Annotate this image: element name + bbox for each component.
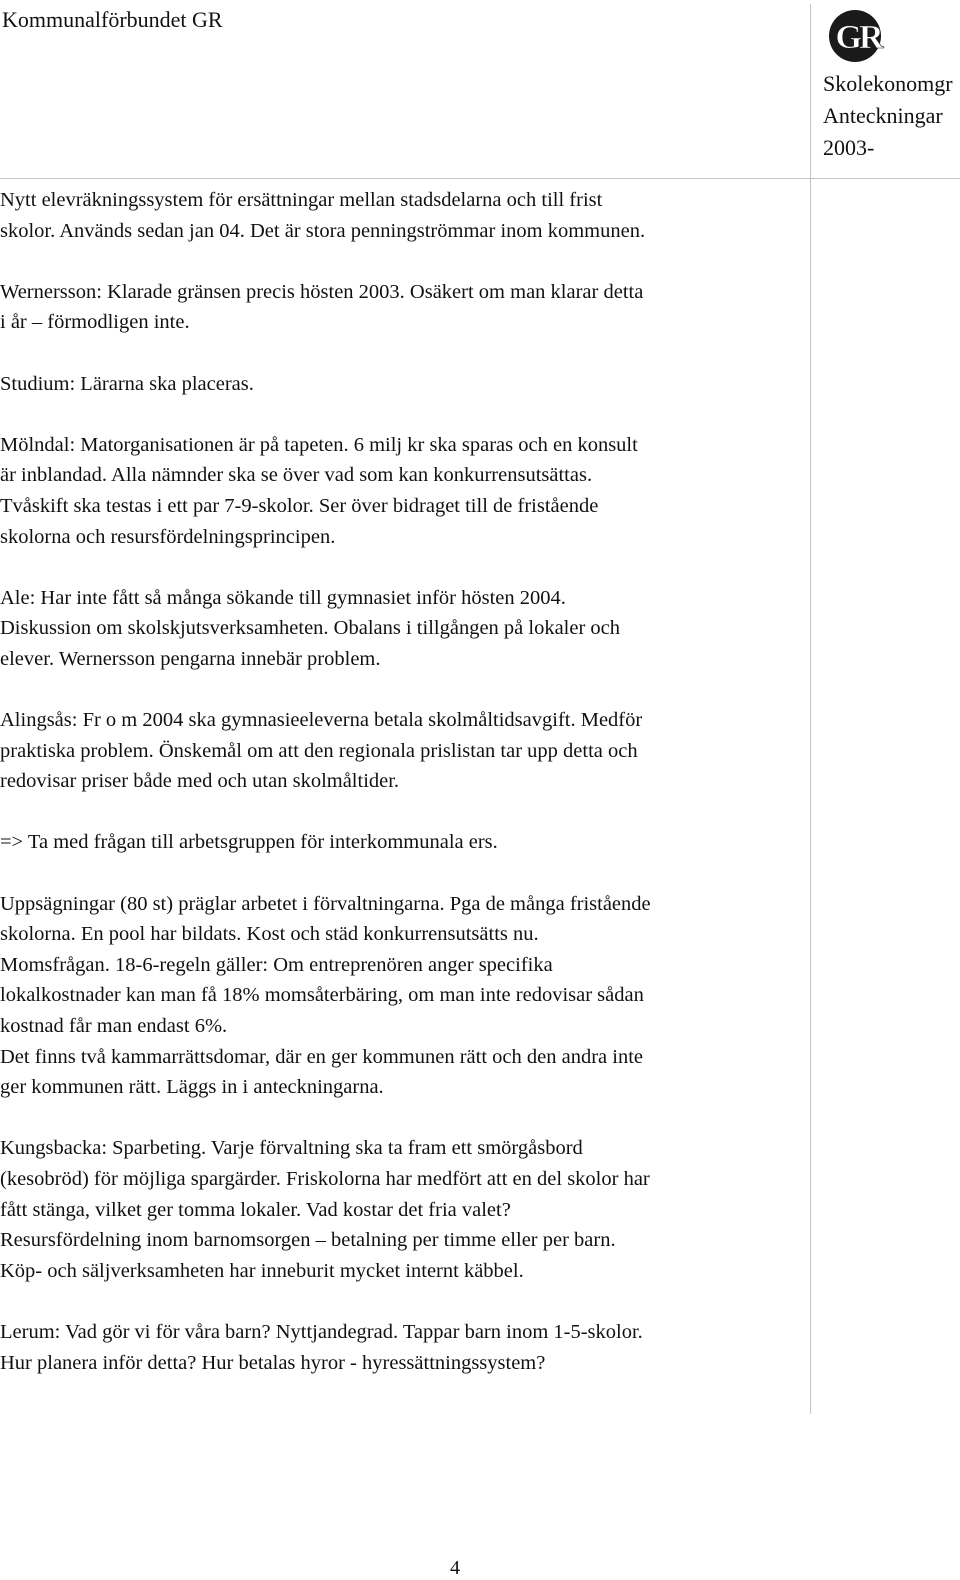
text-line: Studium: Lärarna ska placeras. — [0, 372, 254, 395]
margin-rule — [810, 4, 811, 1414]
text-line: Mölndal: Matorganisationen är på tapeten. 6 milj kr ska sparas och en konsult — [0, 433, 638, 456]
text-line: elever. Wernersson pengarna innebär problem. — [0, 647, 381, 670]
paragraph-ale — [0, 583, 800, 675]
logo-lettering: GR — [835, 19, 881, 56]
paragraph-wernersson — [0, 277, 800, 338]
text-line: skolorna. En pool har bildats. Kost och städ konkurrensutsätts nu. — [0, 923, 539, 946]
text-line: (kesobröd) för möjliga spargärder. Friskolorna har medfört att en del skolor har — [0, 1168, 650, 1190]
text-line: Ale: Har inte fått så många sökande till gymnasiet inför hösten 2004. — [0, 586, 566, 609]
paragraph-action-item — [0, 827, 800, 858]
group-name: Skolekonomgr — [823, 71, 953, 96]
text-line: Lerum: Vad gör vi för våra barn? Nyttjandegrad. Tappar barn inom 1-5-skolor. — [0, 1320, 643, 1343]
document-date: 2003- — [823, 135, 875, 160]
text-line: Hur planera inför detta? Hur betalas hyror - hyressättningssystem? — [0, 1351, 546, 1374]
text-line: är inblandad. Alla nämnder ska se över vad som kan konkurrensutsättas. — [0, 464, 593, 487]
notes-body — [0, 185, 800, 1378]
document-side-info — [823, 68, 953, 164]
text-line: Kungsbacka: Sparbeting. Varje förvaltning ska ta fram ett smörgåsbord — [0, 1137, 583, 1160]
header-rule — [0, 178, 960, 179]
text-line: Alingsås: Fr o m 2004 ska gymnasieeleverna betala skolmåltidsavgift. Medför — [0, 709, 643, 732]
text-line: skolorna och resursfördelningsprincipen. — [0, 525, 336, 548]
text-line: Tvåskift ska testas i ett par 7-9-skolor. Ser över bidraget till de fristående — [0, 494, 599, 517]
text-line: skolor. Används sedan jan 04. Det är stora penningströmmar inom kommunen. — [0, 219, 646, 242]
paragraph-kungsbacka — [0, 1133, 800, 1286]
document-type: Anteckningar — [823, 103, 943, 128]
paragraph-student-counting — [0, 185, 800, 246]
page-number: 4 — [450, 1557, 460, 1579]
text-line: redovisar priser både med och utan skolmåltider. — [0, 770, 400, 793]
text-line: Det finns två kammarrättsdomar, där en ger kommunen rätt och den andra inte — [0, 1045, 643, 1068]
text-line: fått stänga, vilket ger tomma lokaler. Vad kostar det fria valet? — [0, 1198, 511, 1221]
text-line: => Ta med frågan till arbetsgruppen för interkommunala ers. — [0, 831, 498, 854]
text-line: Momsfrågan. 18-6-regeln gäller: Om entreprenören anger specifika — [0, 953, 553, 976]
text-line: Wernersson: Klarade gränsen precis hösten 2003. Osäkert om man klarar detta — [0, 280, 644, 303]
paragraph-lerum — [0, 1317, 800, 1378]
text-line: i år – förmodligen inte. — [0, 311, 190, 334]
text-line: Köp- och säljverksamheten har inneburit mycket internt käbbel. — [0, 1259, 524, 1282]
text-line: lokalkostnader kan man få 18% momsåterbäring, om man inte redovisar sådan — [0, 984, 644, 1007]
text-line: kostnad får man endast 6%. — [0, 1015, 228, 1038]
text-line: Nytt elevräkningssystem för ersättningar mellan stadsdelarna och till frist — [0, 189, 603, 211]
text-line: Resursfördelning inom barnomsorgen – betalning per timme eller per barn. — [0, 1229, 616, 1252]
paragraph-studium — [0, 369, 800, 400]
text-line: ger kommunen rätt. Läggs in i anteckningarna. — [0, 1076, 384, 1099]
paragraph-alingsas — [0, 705, 800, 797]
organization-name: Kommunalförbundet GR — [2, 7, 223, 32]
text-line: praktiska problem. Önskemål om att den regionala prislistan tar upp detta och — [0, 739, 638, 762]
paragraph-molndal — [0, 430, 800, 552]
paragraph-layoffs-vat — [0, 889, 800, 1103]
text-line: Diskussion om skolskjutsverksamheten. Obalans i tillgången på lokaler och — [0, 617, 621, 640]
gr-logo — [828, 8, 886, 64]
text-line: Uppsägningar (80 st) präglar arbetet i förvaltningarna. Pga de många fristående — [0, 892, 651, 915]
